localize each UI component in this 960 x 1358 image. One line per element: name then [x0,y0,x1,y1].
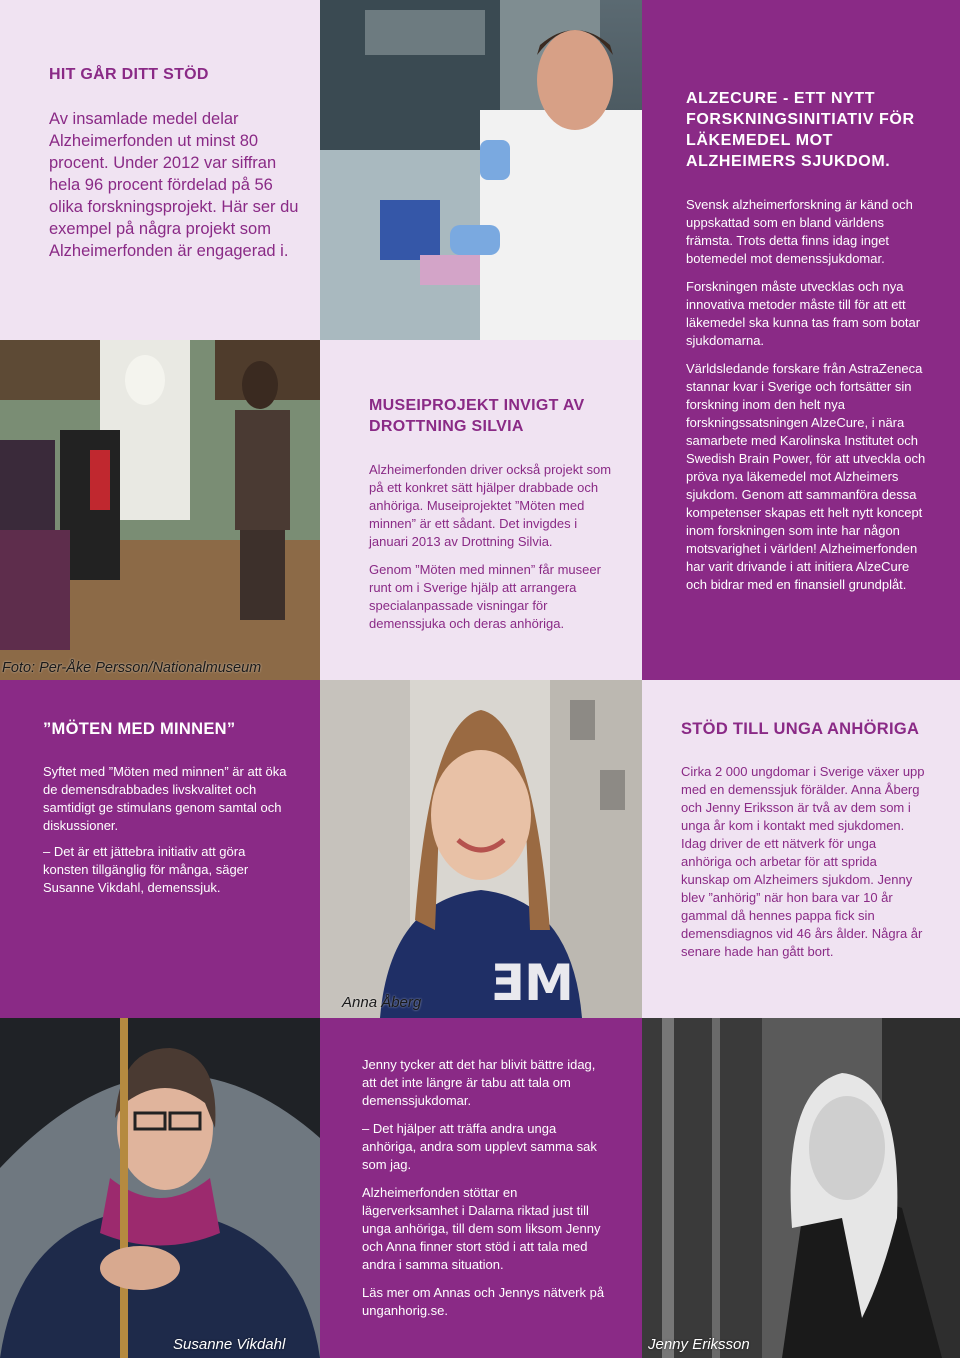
section-jenny-berattar [320,1018,642,1358]
paragraph: Alzheimerfonden driver också projekt som på ett konkret sätt hjälper drabbade och anhöriga. Museiprojektet ”Möten med minnen” är ett sådant. Det invigdes i januari 2013 av Drottning Silvia. [369,462,612,549]
museum-image [0,340,320,680]
anna-aberg-image [320,680,642,1018]
photo-caption: Jenny Eriksson [648,1336,750,1353]
section-moten-med-minnen [0,680,320,1018]
lab-researcher-image [320,0,642,340]
section-title: MUSEIPROJEKT INVIGT AV DROTTNING SILVIA [369,397,585,435]
paragraph: – Det är ett jättebra initiativ att göra konsten tillgänglig för många, säger Susanne Vikdahl, demenssjuk. [43,844,249,895]
section-title: ”MÖTEN MED MINNEN” [43,720,236,738]
paragraph: Alzheimerfonden stöttar en lägerverksamhet i Dalarna riktad just till unga anhöriga, till dem som liksom Jenny och Anna finner stort stöd i att tala med andra i samma situation. [362,1185,601,1272]
section-title: HIT GÅR DITT STÖD [49,66,209,83]
section-body: Cirka 2 000 ungdomar i Sverige växer upp med en demenssjuk förälder. Anna Åberg och Jenny Eriksson är två av dem som i unga år kom i kontakt med sjukdomen. Idag driver de ett nätverk för unga anhöriga och arbetar för att sprida kunskap om Alzheimers sjukdom. Jenny blev ”anhörig” när hon bara var 10 år gammal då hennes pappa fick sin demensdiagnos vid 46 års ålder. Några år senare hade han gått bort. [681,764,925,959]
susanne-vikdahl-photo [0,1018,320,1358]
museum-photo [0,340,320,680]
section-alzecure [642,0,960,680]
section-body [43,763,290,897]
paragraph: Syftet med ”Möten med minnen” är att öka de demensdrabbades livskvalitet och samtidigt ge stimulans genom samtal och diskussioner. [43,764,287,833]
paragraph: Genom ”Möten med minnen” får museer runt om i Sverige hjälp att arrangera specialanpassade visningar för demenssjuka och deras anhöriga. [369,562,601,631]
paragraph: Jenny tycker att det har blivit bättre idag, att det inte längre är tabu att tala om demenssjukdomar. [362,1057,596,1108]
paragraph: Världsledande forskare från AstraZeneca stannar kvar i Sverige och fortsätter sin forskning inom den helt nya forskningssatsningen AlzeCure, i nära samarbete med Karolinska Institutet och Swedish Brain Power, för att utveckla och pröva nya läkemedel mot Alzheimers sjukdom. Genom att sammanföra dessa kompetenser skapas ett helt nytt koncept inom forskningen som inte har någon motsvarighet i världen! Alzheimerfonden har varit drivande i att initiera AlzeCure och bidrar med en finansiell grundplåt. [686,361,926,592]
section-body [362,1056,612,1320]
section-title: ALZECURE - ETT NYTT FORSKNINGSINITIATIV FÖR LÄKEMEDEL MOT ALZHEIMERS SJUKDOM. [686,90,915,170]
svg-text:ƎM: ƎM [490,954,574,1012]
susanne-vikdahl-image [0,1018,320,1358]
section-stod-unga-anhoriga [642,680,960,1018]
paragraph: Svensk alzheimerforskning är känd och uppskattad som en bland världens främsta. Trots detta finns idag inget botemedel mot demenssjukdomar. [686,197,913,266]
section-hit-gar-ditt-stod [0,0,320,340]
paragraph: – Det hjälper att träffa andra unga anhöriga, andra som upplevt samma sak som jag. [362,1121,597,1172]
section-title: STÖD TILL UNGA ANHÖRIGA [681,720,920,738]
section-body [369,461,618,633]
lab-researcher-photo [320,0,642,340]
jenny-eriksson-image [642,1018,960,1358]
jenny-eriksson-photo [642,1018,960,1358]
photo-caption: Anna Åberg [342,994,422,1011]
paragraph: Forskningen måste utvecklas och nya innovativa metoder måste till för att ett läkemedel ska kunna tas fram som botar sjukdomarna. [686,279,921,348]
anna-aberg-photo [320,680,642,1018]
section-body: Av insamlade medel delar Alzheimerfonden ut minst 80 procent. Under 2012 var siffran hela 96 procent fördelad på 56 olika forskningsprojekt. Här ser du exempel på några projekt som Alzheimerfonden är engagerad i. [49,110,299,260]
photo-credit: Foto: Per-Åke Persson/Nationalmuseum [2,660,262,676]
section-museiprojekt [320,340,642,680]
section-body [686,196,926,594]
paragraph: Läs mer om Annas och Jennys nätverk på unganhorig.se. [362,1285,605,1318]
photo-caption: Susanne Vikdahl [173,1336,286,1353]
